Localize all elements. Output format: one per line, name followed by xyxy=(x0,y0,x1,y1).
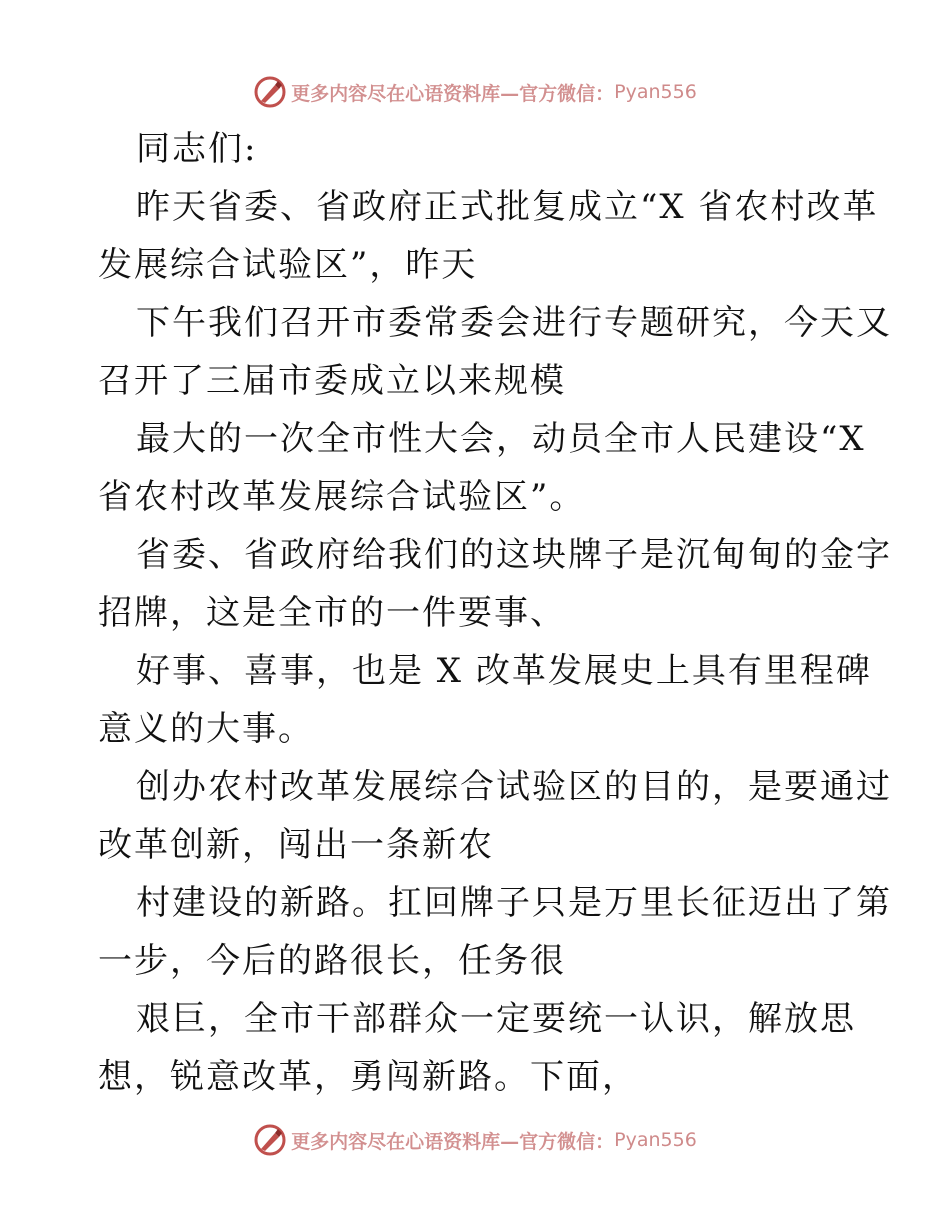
body-line: 同志们: xyxy=(136,129,258,169)
body-line: 意义的大事。 xyxy=(98,709,314,749)
watermark-text: 更多内容尽在心语资料库—官方微信： xyxy=(291,1130,615,1153)
header-watermark xyxy=(0,72,950,112)
body-line: 艰巨，全市干部群众一定要统一认识，解放思 xyxy=(136,999,856,1039)
pen-logo-icon xyxy=(253,1123,287,1157)
body-line: 召开了三届市委成立以来规模 xyxy=(98,361,566,401)
body-line: 省农村改革发展综合试验区”。 xyxy=(98,477,586,517)
body-line: 发展综合试验区”，昨天 xyxy=(98,245,478,285)
body-line: 下午我们召开市委常委会进行专题研究，今天又 xyxy=(136,303,892,343)
body-line: 昨天省委、省政府正式批复成立“X 省农村改革 xyxy=(136,187,879,227)
watermark-wechat-id: Pyan556 xyxy=(614,81,697,103)
body-line: 创办农村改革发展综合试验区的目的，是要通过 xyxy=(136,767,892,807)
body-line: 招牌，这是全市的一件要事、 xyxy=(98,593,566,633)
body-line: 想，锐意改革，勇闯新路。下面， xyxy=(98,1057,638,1097)
watermark-text: 更多内容尽在心语资料库—官方微信： xyxy=(291,82,615,105)
body-line: 村建设的新路。扛回牌子只是万里长征迈出了第 xyxy=(136,883,892,923)
watermark-wechat-id: Pyan556 xyxy=(614,1129,697,1151)
body-line: 好事、喜事，也是 X 改革发展史上具有里程碑 xyxy=(136,651,872,691)
pen-logo-icon xyxy=(253,75,287,109)
body-line: 一步，今后的路很长，任务很 xyxy=(98,941,566,981)
body-line: 省委、省政府给我们的这块牌子是沉甸甸的金字 xyxy=(136,535,892,575)
footer-watermark xyxy=(0,1120,950,1160)
body-line: 最大的一次全市性大会，动员全市人民建设“X xyxy=(136,419,866,459)
body-line: 改革创新，闯出一条新农 xyxy=(98,825,494,865)
document-body xyxy=(98,120,892,1106)
